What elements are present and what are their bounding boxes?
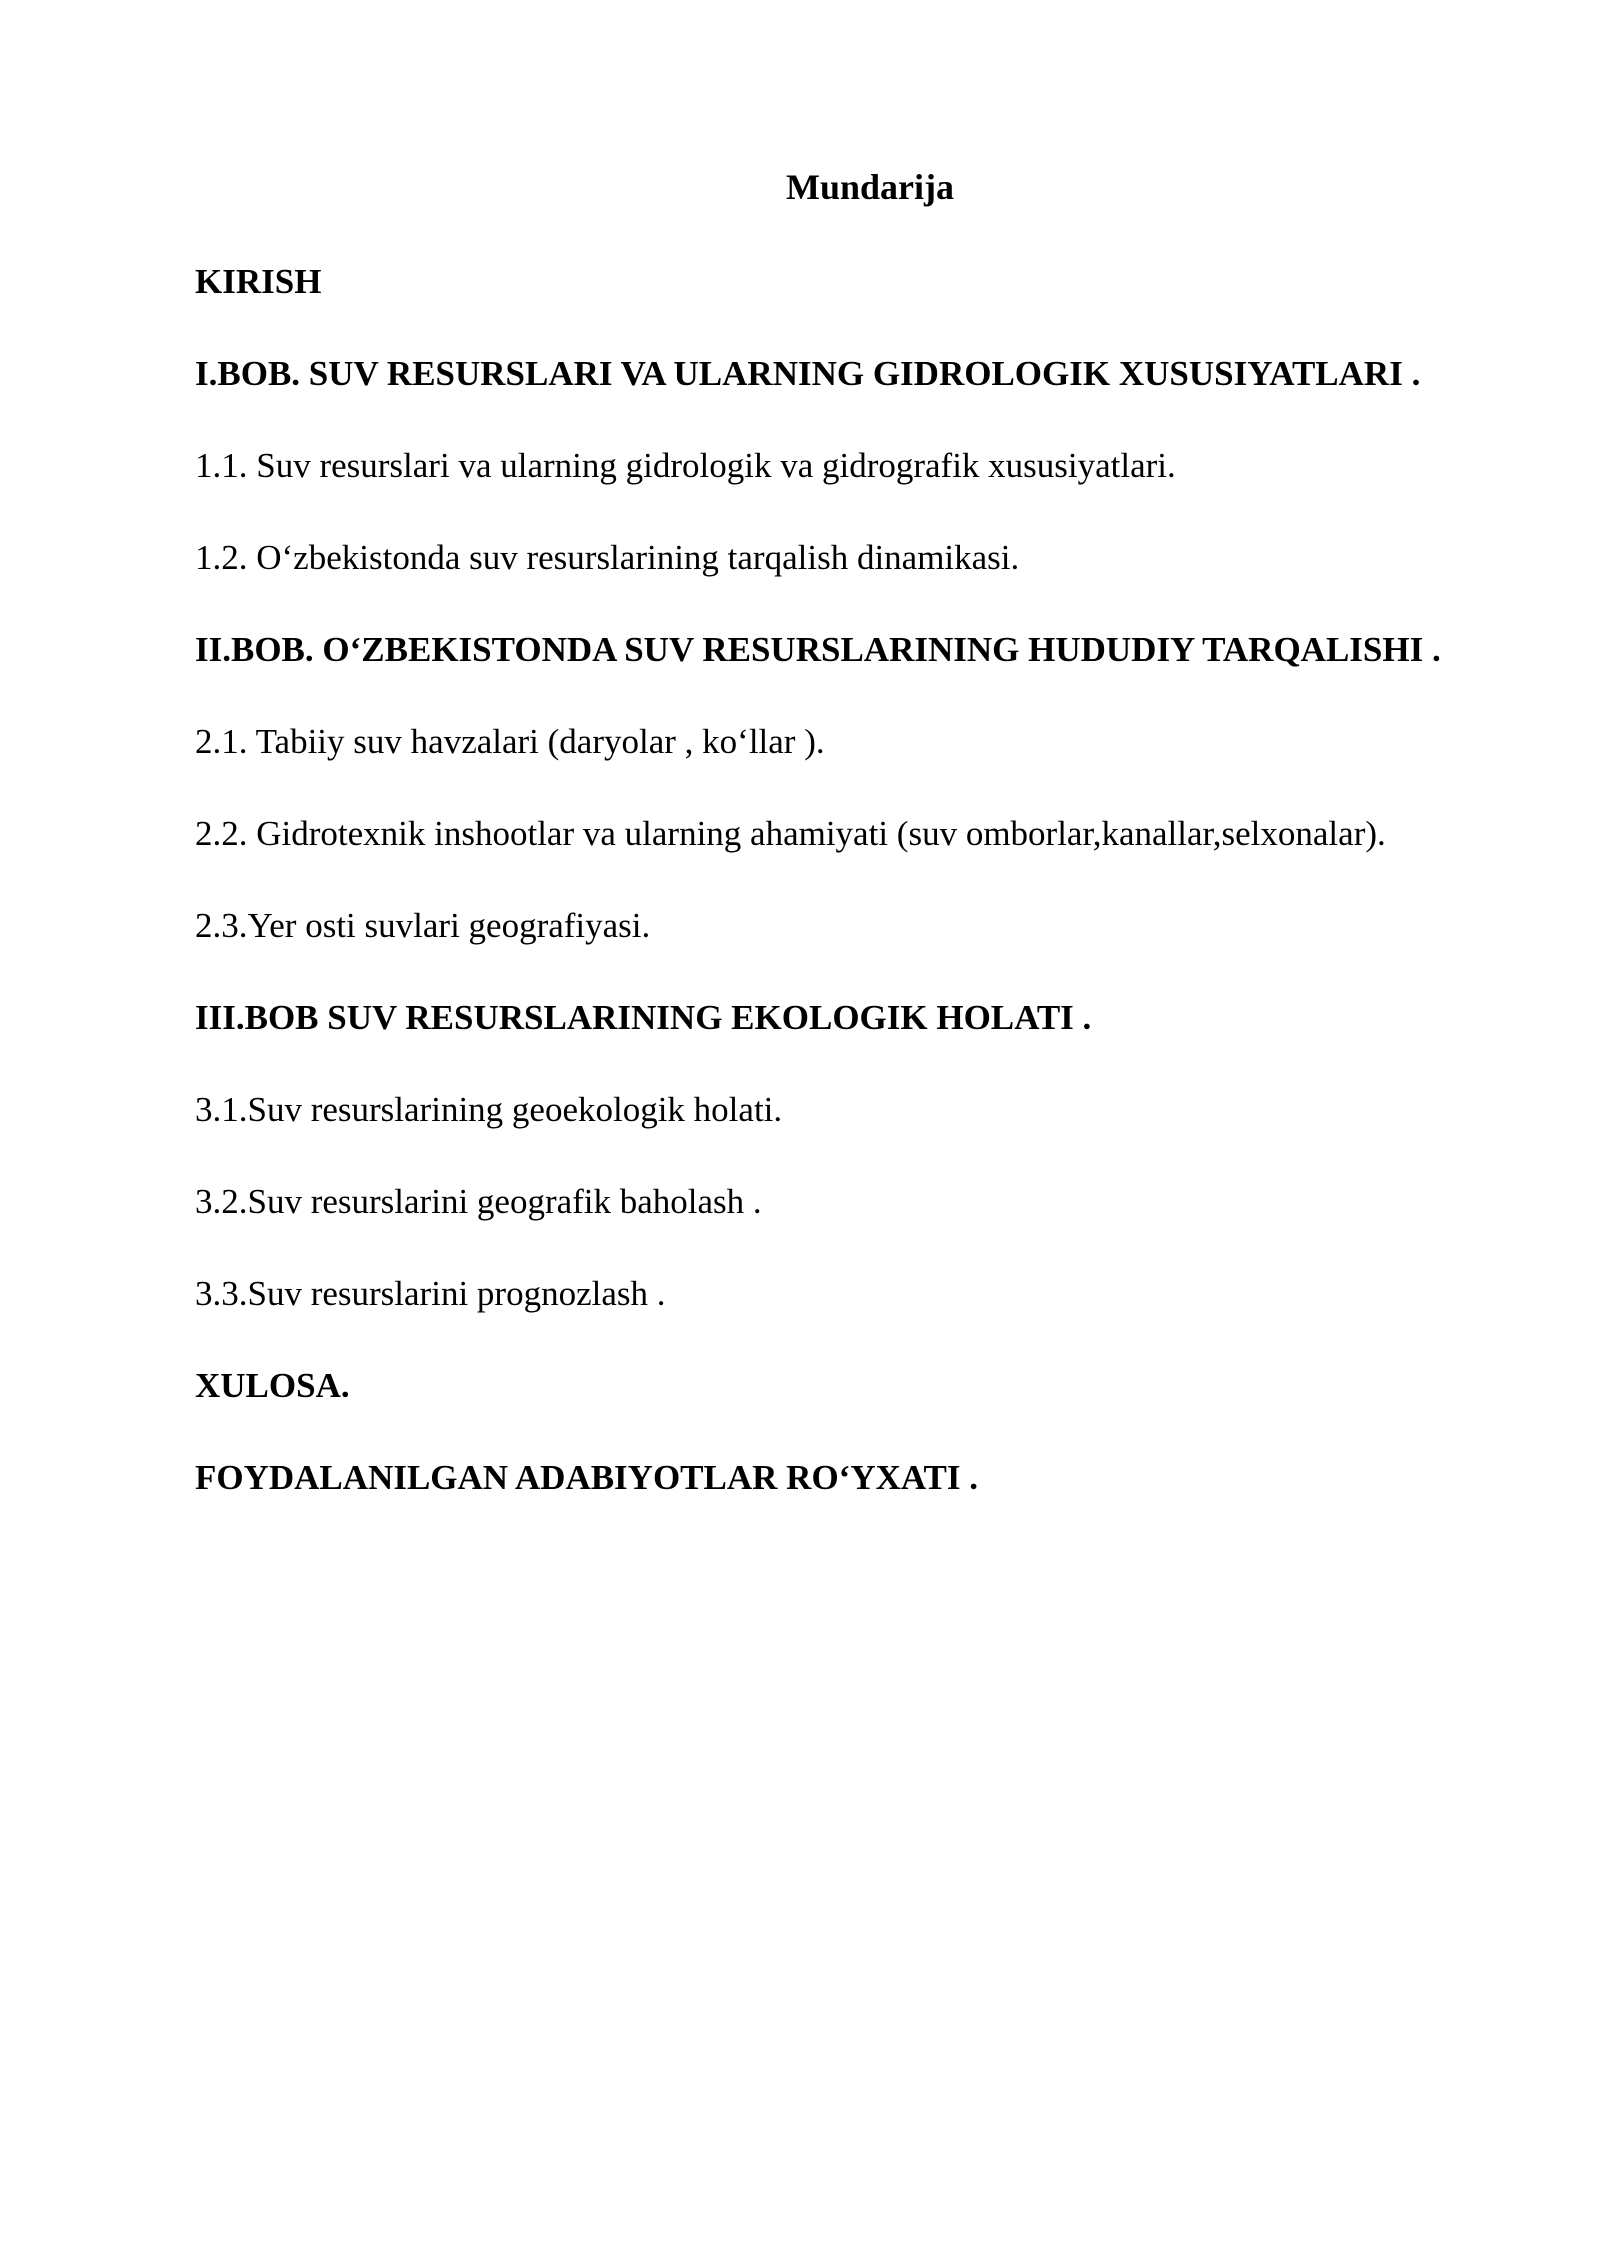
toc-entry-section-2-2: 2.2. Gidrotexnik inshootlar va ularning ahamiyati (suv omborlar,kanallar,selxonalar). [195, 814, 1386, 853]
toc-entry-introduction: KIRISH [195, 262, 322, 301]
toc-entry-chapter-3: III.BOB SUV RESURSLARINING EKOLOGIK HOLATI . [195, 998, 1092, 1037]
toc-entry-conclusion: XULOSA. [195, 1366, 350, 1405]
page-title: Mundarija [785, 167, 954, 207]
toc-entry-section-1-2: 1.2. O‘zbekistonda suv resurslarining tarqalish dinamikasi. [195, 538, 1020, 577]
toc-entry-chapter-2: II.BOB. O‘ZBEKISTONDA SUV RESURSLARINING HUDUDIY TARQALISHI . [195, 630, 1441, 669]
toc-entry-section-3-1: 3.1.Suv resurslarining geoekologik holati. [195, 1090, 783, 1129]
toc-entry-section-1-1: 1.1. Suv resurslari va ularning gidrologik va gidrografik xususiyatlari. [195, 446, 1176, 485]
toc-entry-chapter-1: I.BOB. SUV RESURSLARI VA ULARNING GIDROLOGIK XUSUSIYATLARI . [195, 354, 1421, 393]
toc-entry-section-2-1: 2.1. Tabiiy suv havzalari (daryolar , ko‘llar ). [195, 722, 825, 761]
toc-entry-references: FOYDALANILGAN ADABIYOTLAR RO‘YXATI . [195, 1458, 979, 1497]
toc-entry-section-2-3: 2.3.Yer osti suvlari geografiyasi. [195, 906, 651, 945]
table-of-contents [195, 158, 1505, 1538]
toc-entry-section-3-3: 3.3.Suv resurslarini prognozlash . [195, 1274, 666, 1313]
toc-entry-section-3-2: 3.2.Suv resurslarini geografik baholash . [195, 1182, 762, 1221]
